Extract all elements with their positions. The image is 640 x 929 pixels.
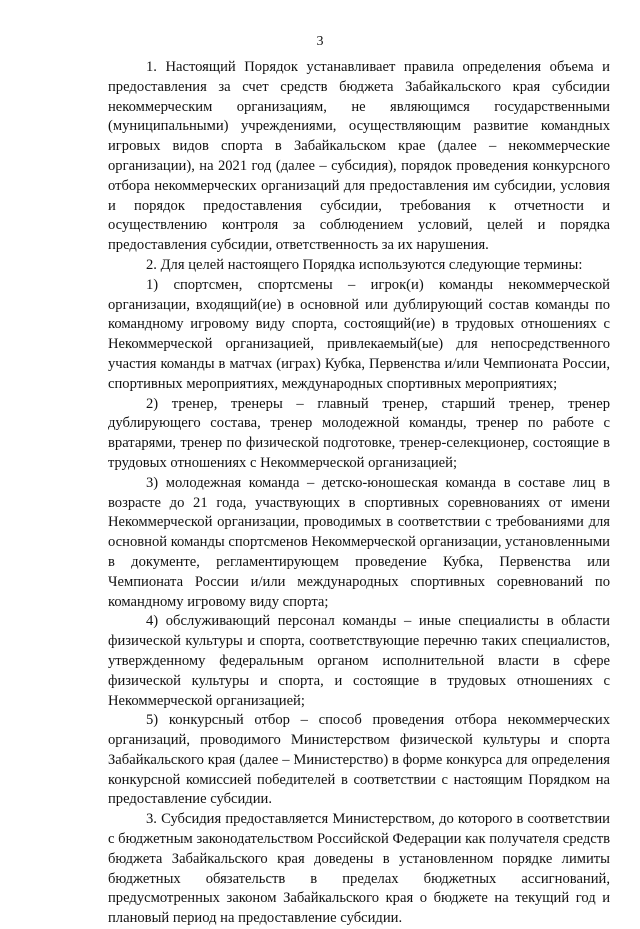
paragraph-2-term-1: 1) спортсмен, спортсмены – игрок(и) команды некоммерческой организации, входящий(ие) в основной или дублирующий состав команды по командному игровому виду спорта, состоящий(ие) в трудовых отношениях с Некоммерческой организацией, привлекаемый(ые) для непосредственного участия команды в матчах (играх) Кубка, Первенства и/или Чемпионата России, спортивных мероприятиях, международных спортивных мероприятиях;	[108, 276, 610, 392]
paragraph-1: 1. Настоящий Порядок устанавливает правила определения объема и предоставления за счет средств бюджета Забайкальского края субсидии некоммерческим организациям, не являющимся государственными (муниципальными) учреждениями, осуществляющим развитие командных игровых видов спорта в Забайкальском крае (далее – некоммерческие организации), на 2021 год (далее – субсидия), порядок проведения конкурсного отбора некоммерческих организаций для предоставления им субсидии, условия и порядок предоставления субсидии, требования к отчетности и осуществлению контроля за соблюдением условий, целей и порядка предоставления субсидии, ответственность за их нарушения.	[108, 59, 610, 254]
page-number: 3	[316, 34, 324, 49]
paragraph-2-term-3: 3) молодежная команда – детско-юношеская команда в составе лиц в возрасте до 21 года, участвующих в спортивных соревнованиях от имени Некоммерческой организации, проводимых в соответствии с требованиями для основной команды спортсменов Некоммерческой организации, установленными в документе, регламентирующем проведение Кубка, Первенства или Чемпионата России и/или международных спортивных соревнований по командному игровому виду спорта;	[108, 474, 610, 610]
paragraph-2-term-2: 2) тренер, тренеры – главный тренер, старший тренер, тренер дублирующего состава, тренер молодежной команды, тренер по работе с вратарями, тренер по физической подготовке, тренер-селекционер, состоящие в трудовых отношениях с Некоммерческой организацией;	[108, 395, 610, 471]
paragraph-3: 3. Субсидия предоставляется Министерством, до которого в соответствии с бюджетным законодательством Российской Федерации как получателя средств бюджета Забайкальского края доведены в установленном порядке лимиты бюджетных обязательств в пределах бюджетных ассигнований, предусмотренных законом Забайкальского края о бюджете на текущий год и плановый период на предоставление субсидии.	[108, 811, 610, 927]
paragraph-2-term-4: 4) обслуживающий персонал команды – иные специалисты в области физической культуры и спорта, соответствующие перечню таких специалистов, утвержденному федеральным органом исполнительной власти в сфере физической культуры и спорта, и состоящие в трудовых отношениях с Некоммерческой организацией;	[108, 613, 610, 709]
paragraph-2-term-5: 5) конкурсный отбор – способ проведения отбора некоммерческих организаций, проводимого Министерством физической культуры и спорта Забайкальского края (далее – Министерство) в форме конкурса для определения конкурсной комиссией победителей в соответствии с настоящим Порядком на предоставление субсидии.	[108, 712, 610, 808]
document-body	[108, 58, 610, 929]
paragraph-2: 2. Для целей настоящего Порядка используются следующие термины:	[146, 256, 583, 273]
